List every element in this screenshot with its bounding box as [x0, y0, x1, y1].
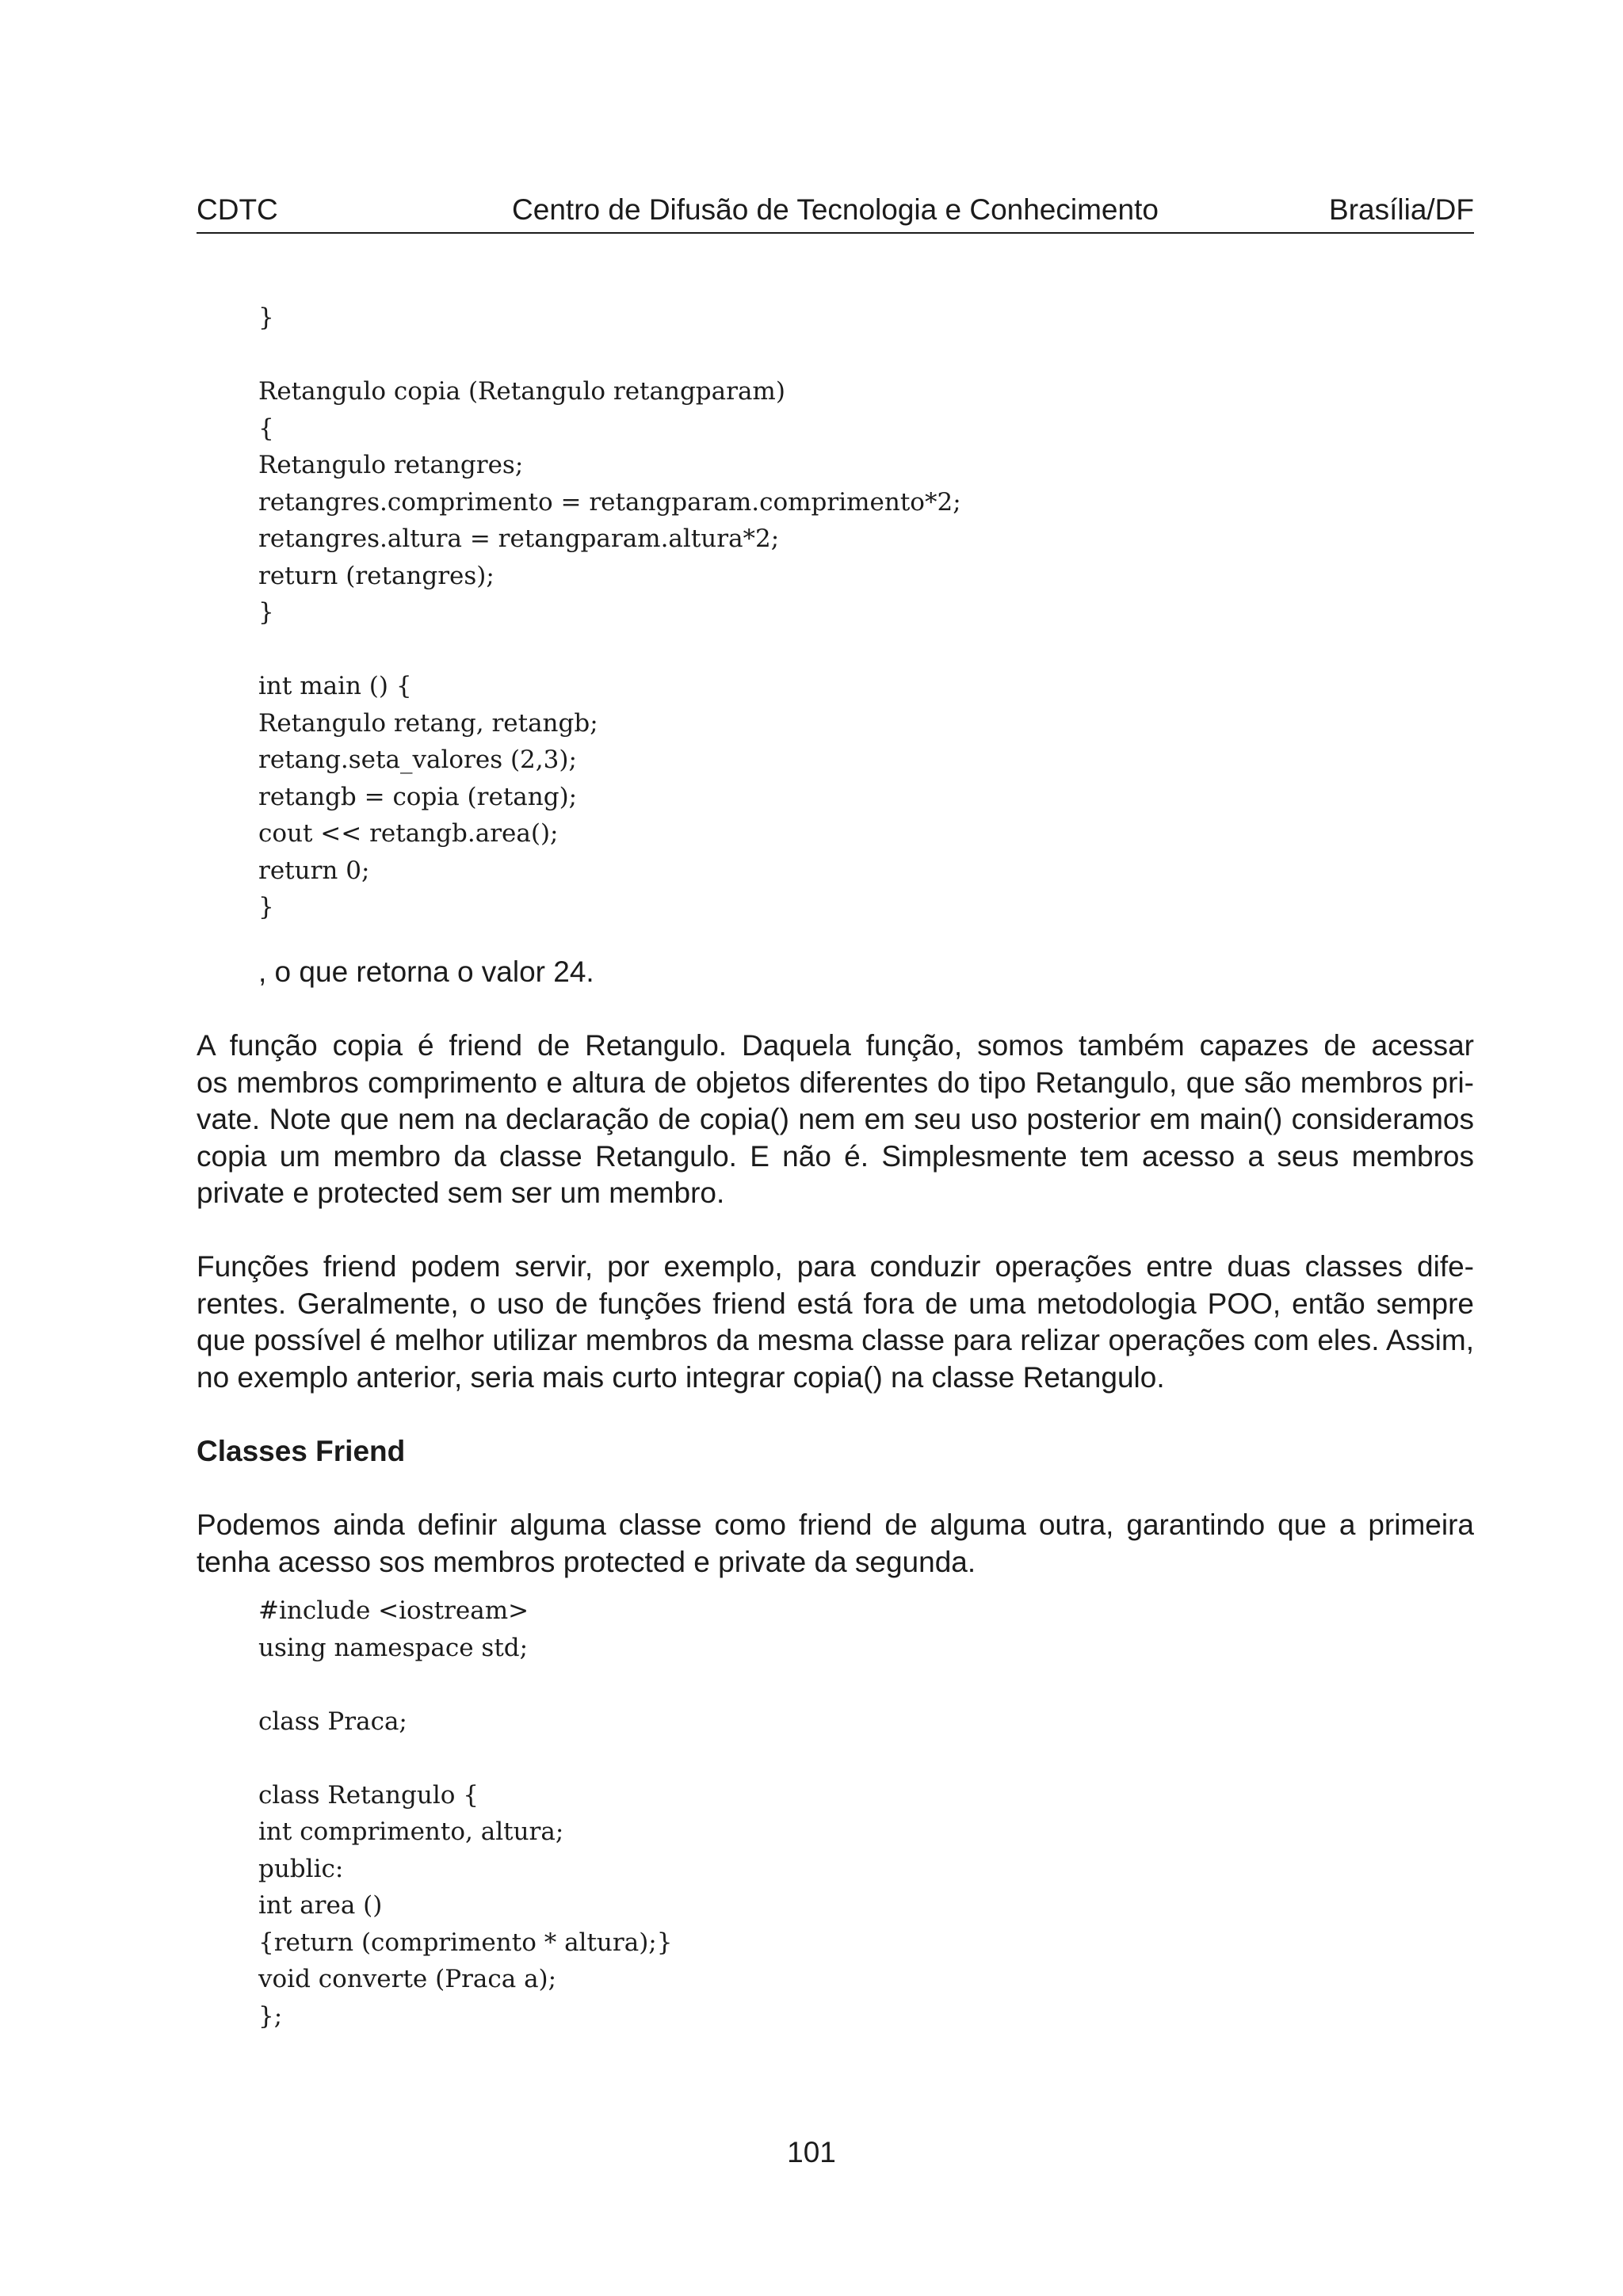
code-line: int main () {: [258, 672, 412, 700]
code-line: [258, 1740, 672, 1777]
code-line: [258, 1666, 672, 1703]
continuation-text: , o que retorna o valor 24.: [258, 955, 594, 988]
paragraph-line: vate. Note que nem na declaração de copia() nem em seu uso posterior em main() consideramos: [197, 1103, 1474, 1135]
paragraph-line: os membros comprimento e altura de objetos diferentes do tipo Retangulo, que são membros pri-: [197, 1066, 1474, 1099]
code-line: int comprimento, altura;: [258, 1817, 564, 1846]
code-block-copia-main: [258, 299, 961, 926]
section-heading: Classes Friend: [197, 1435, 406, 1467]
code-line: [258, 631, 961, 669]
paragraph-line: copia um membro da classe Retangulo. E não é. Simplesmente tem acesso a seus membros: [197, 1139, 1474, 1173]
code-line: {return (comprimento * altura);}: [258, 1928, 673, 1957]
code-line: }: [258, 598, 274, 627]
header-left: CDTC: [197, 193, 278, 226]
code-line: retangres.comprimento = retangparam.comprimento*2;: [258, 487, 961, 517]
code-line: return 0;: [258, 856, 370, 885]
header-rule: [197, 232, 1474, 234]
header-right: Brasília/DF: [1329, 193, 1474, 226]
code-line: Retangulo copia (Retangulo retangparam): [258, 377, 785, 406]
paragraph-line: que possível é melhor utilizar membros da mesma classe para relizar operações com eles. Assim,: [197, 1324, 1474, 1356]
code-line: Retangulo retang, retangb;: [258, 708, 598, 738]
paragraph-line: A função copia é friend de Retangulo. Daquela função, somos também capazes de acessar: [197, 1029, 1474, 1062]
code-line: }: [258, 303, 274, 332]
code-line: return (retangres);: [258, 561, 495, 590]
code-line: #include <iostream>: [258, 1596, 529, 1625]
paragraph-line: rentes. Geralmente, o uso de funções friend está fora de uma metodologia POO, então sempre: [197, 1287, 1474, 1320]
paragraph-line: Funções friend podem servir, por exemplo, para conduzir operações entre duas classes dife-: [197, 1250, 1474, 1283]
code-line: retangb = copia (retang);: [258, 782, 578, 811]
code-line: Retangulo retangres;: [258, 451, 524, 479]
code-line: cout << retangb.area();: [258, 819, 559, 848]
page-number: 101: [787, 2136, 836, 2168]
paragraph-line: no exemplo anterior, seria mais curto integrar copia() na classe Retangulo.: [197, 1360, 1165, 1394]
code-line: }: [258, 893, 274, 921]
code-line: [258, 337, 961, 374]
code-line: public:: [258, 1854, 344, 1883]
paragraph-friend-uses: [197, 1249, 1474, 1396]
code-line: void converte (Praca a);: [258, 1965, 557, 1993]
code-block-friend-class: [258, 1592, 672, 2035]
running-header: [197, 192, 1474, 228]
header-center: Centro de Difusão de Tecnologia e Conhecimento: [512, 193, 1159, 226]
code-line: {: [258, 414, 274, 443]
paragraph-line: tenha acesso sos membros protected e private da segunda.: [197, 1545, 976, 1578]
code-line: using namespace std;: [258, 1633, 529, 1662]
code-line: retangres.altura = retangparam.altura*2;: [258, 524, 780, 553]
code-line: class Retangulo {: [258, 1780, 479, 1810]
paragraph-friend-classes: [197, 1507, 1474, 1581]
code-line: int area (): [258, 1891, 383, 1920]
paragraph-line: private e protected sem ser um membro.: [197, 1177, 725, 1209]
paragraph-line: Podemos ainda definir alguma classe como friend de alguma outra, garantindo que a primeira: [197, 1508, 1474, 1541]
code-line: class Praca;: [258, 1707, 407, 1736]
code-line: retang.seta_valores (2,3);: [258, 746, 577, 774]
code-line: };: [258, 2001, 283, 2031]
paragraph-friend-function: [197, 1028, 1474, 1212]
